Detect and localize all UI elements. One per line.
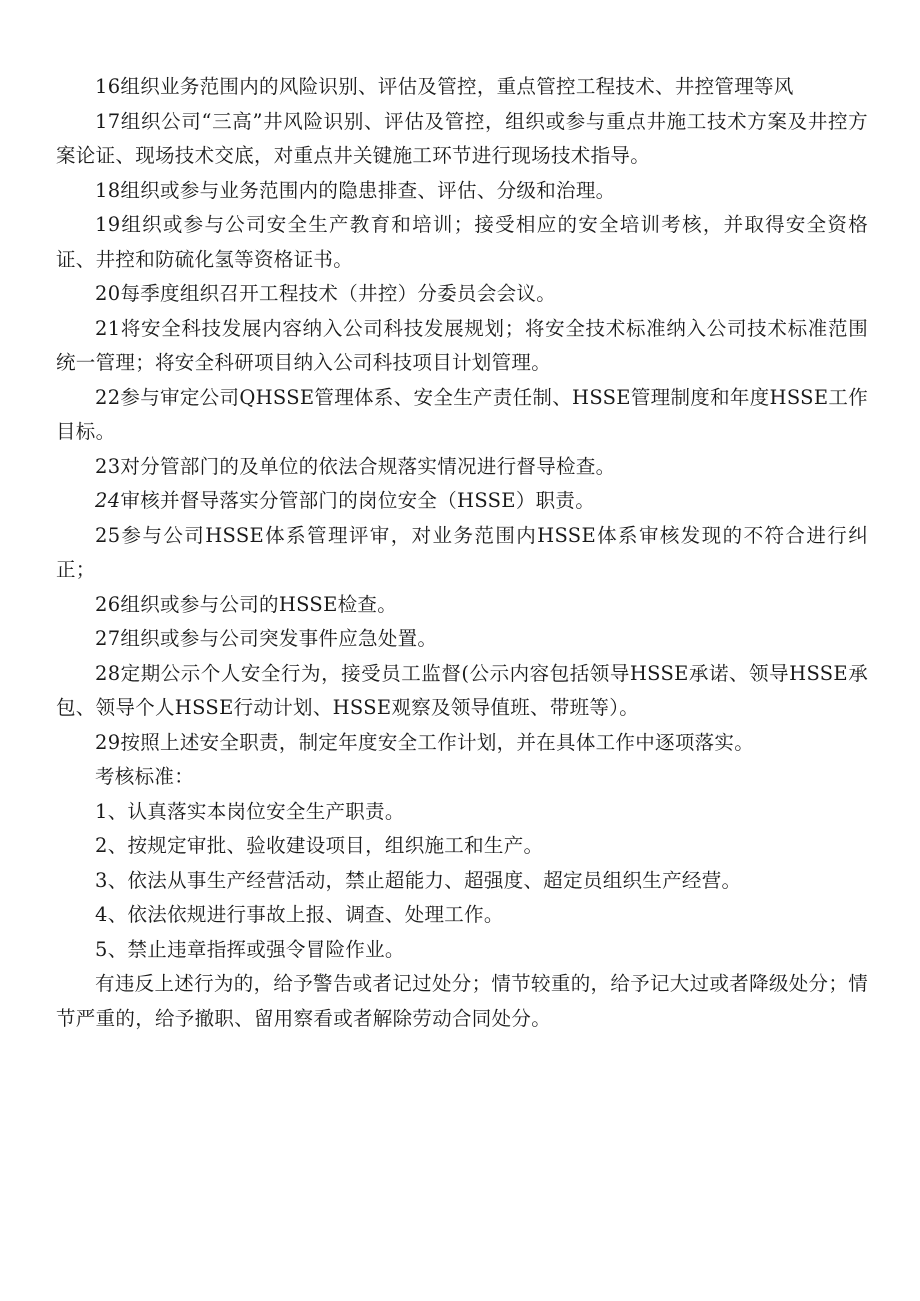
duty-item-23: 23对分管部门的及单位的依法合规落实情况进行督导检查。: [95, 454, 616, 478]
duty-item-19: 19组织或参与公司安全生产教育和培训；接受相应的安全培训考核，并取得安全资格证、井控和防硫化氢等资格证书。: [56, 213, 868, 271]
duty-item-24-text: 审核并督导落实分管部门的岗位安全（HSSE）职责。: [120, 489, 596, 512]
criteria-item-2: 2、按规定审批、验收建设项目，组织施工和生产。: [95, 834, 544, 857]
duty-item-20: 20每季度组织召开工程技术（井控）分委员会会议。: [95, 282, 557, 305]
criteria-heading: 考核标准：: [95, 765, 195, 788]
duty-item-18: 18组织或参与业务范围内的隐患排查、评估、分级和治理。: [95, 178, 616, 202]
duty-item-27: 27组织或参与公司突发事件应急处置。: [95, 627, 438, 650]
document-body: [56, 70, 868, 1036]
duty-item-24-number: 24: [95, 489, 121, 512]
duty-item-16: 16组织业务范围内的风险识别、评估及管控，重点管控工程技术、井控管理等风: [95, 75, 794, 98]
penalty-clause: 有违反上述行为的，给予警告或者记过处分；情节较重的，给予记大过或者降级处分；情节严重的，给予撤职、留用察看或者解除劳动合同处分。: [56, 972, 868, 1030]
duty-item-22: 22参与审定公司QHSSE管理体系、安全生产责任制、HSSE管理制度和年度HSSE工作目标。: [56, 385, 868, 443]
duty-item-29: 29按照上述安全职责，制定年度安全工作计划，并在具体工作中逐项落实。: [95, 730, 755, 754]
criteria-item-4: 4、依法依规进行事故上报、调查、处理工作。: [95, 903, 504, 926]
duty-item-17: 17组织公司“三高”井风险识别、评估及管控，组织或参与重点井施工技术方案及井控方案论证、现场技术交底，对重点井关键施工环节进行现场技术指导。: [56, 109, 868, 167]
criteria-item-3: 3、依法从事生产经营活动，禁止超能力、超强度、超定员组织生产经营。: [95, 868, 742, 892]
duty-item-26: 26组织或参与公司的HSSE检查。: [95, 592, 398, 616]
criteria-item-1: 1、认真落实本岗位安全生产职责。: [95, 799, 405, 823]
duty-item-21: 21将安全科技发展内容纳入公司科技发展规划；将安全技术标准纳入公司技术标准范围统一管理；将安全科研项目纳入公司科技项目计划管理。: [56, 316, 868, 374]
duty-item-25: 25参与公司HSSE体系管理评审，对业务范围内HSSE体系审核发现的不符合进行纠正；: [56, 523, 868, 581]
duty-item-24: [56, 484, 868, 519]
criteria-item-5: 5、禁止违章指挥或强令冒险作业。: [95, 937, 405, 961]
duty-item-28: 28定期公示个人安全行为，接受员工监督(公示内容包括领导HSSE承诺、领导HSSE承包、领导个人HSSE行动计划、HSSE观察及领导值班、带班等）。: [56, 661, 868, 719]
